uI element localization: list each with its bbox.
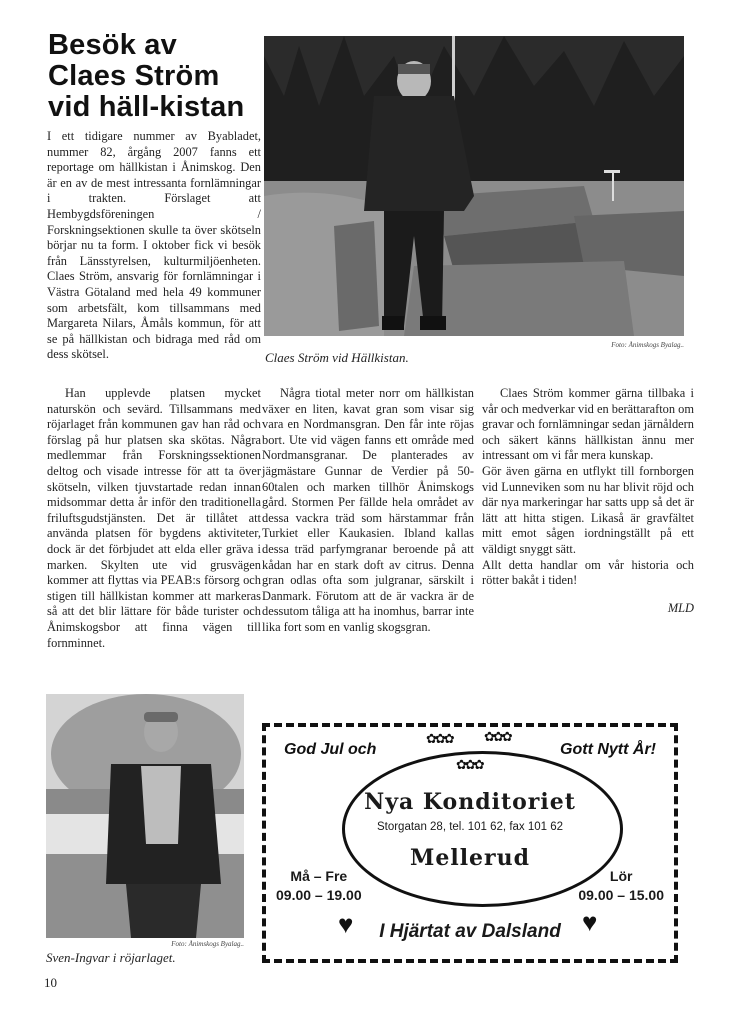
ad-hours-saturday [578, 867, 664, 905]
ad-greeting-left: God Jul och [284, 741, 377, 758]
ad-hours-saturday-label: Lör [609, 868, 633, 884]
photo-credit-main: Foto: Ånimskogs Byalag.. [611, 341, 684, 349]
article-column-1-intro [47, 129, 261, 363]
photo-forest-scene [264, 36, 684, 336]
photo-lakeside-scene [46, 694, 244, 938]
author-signature: MLD [667, 600, 694, 615]
body-paragraph: Allt detta handlar om vår historia och rötter bakåt i tiden! [482, 557, 694, 588]
ad-business-name: Nya Konditoriet [364, 789, 576, 815]
advertisement-nya-konditoriet [262, 723, 678, 963]
ad-hours-weekdays-time: 09.00 – 19.00 [276, 887, 362, 903]
article-column-2 [262, 386, 474, 636]
photo-sven-ingvar [46, 694, 244, 938]
heart-icon: ♥ [582, 907, 598, 937]
photo-caption-main: Claes Ström vid Hällkistan. [265, 350, 409, 365]
heart-icon: ♥ [338, 909, 354, 939]
flower-icon: ✿✿✿ [484, 729, 511, 744]
ad-town: Mellerud [409, 845, 531, 871]
body-paragraph: Några tiotal meter norr om hällkistan växer en liten, kavat gran som visar sig vara en Nordmansgran. Den får inte röjas bort. Ute vid vägen fanns ett område med Nordmansgranar. De planterades av jägmästare Gunnar de Verdier på 50- 60talen och marken tillhör Ånimskogs gård. Stormen Per fällde hela området av dessa vackra träd som härstammar från Turkiet eller Kaukasien. Ibland kallas dessa träd parfymgranar beroende på att kådan har en stark doft av citrus. Denna gran odlas ofta som julgranar, särskilt i Danmark. Förutom att de är vackra är de dessutom tåliga att ha inomhus, barrar inte lika fort som en vanlig skogsgran. [262, 386, 474, 634]
article-column-1 [47, 386, 261, 651]
ad-address: Storgatan 28, tel. 101 62, fax 101 62 [376, 821, 564, 833]
intro-paragraph: I ett tidigare nummer av Byabladet, nummer 82, årgång 2007 fanns ett reportage om hällkistan i Ånimskog. Den är en av de mest intressanta fornlämningar i trakten. Förslaget att Hembygdsföreningen / Forskningsektionen skulle ta över skötseln börjar nu ta form. I oktober fick vi besök från Länsstyrelsen, kulturmiljöenheten. Claes Ström, ansvarig för fornlämningar i Västra Götaland med hela 49 kommuner som arbetsfält, kom tillsammans med Margareta Nilars, Åmåls kommun, för att se på hällkistan och bidraga med råd om dess skötsel. [47, 129, 261, 362]
ad-hours-weekdays-label: Må – Fre [290, 868, 348, 884]
flower-icon: ✿✿✿ [456, 757, 483, 772]
page-number: 10 [44, 975, 57, 990]
ad-hours-weekdays [276, 867, 362, 905]
ad-slogan: I Hjärtat av Dalsland [379, 921, 561, 942]
article-column-3 [482, 386, 694, 616]
photo-claes-strom [264, 36, 684, 336]
flower-icon: ✿✿✿ [426, 731, 453, 746]
body-paragraph: Gör även gärna en utflykt till fornborgen vid Lunneviken som nu har blivit röjd och där nya markeringar har satts upp så det är lätt att hitta stigen. Likaså är gravfältet mitt emot sågen iordningställt på ett väldigt snyggt sätt. [482, 463, 694, 556]
photo-caption-small: Sven-Ingvar i röjarlaget. [46, 950, 176, 965]
body-paragraph: Han upplevde platsen mycket naturskön och sevärd. Tillsammans med röjarlaget från kommunen gav han råd och förslag på hur platsen ska skötas. Några medlemmar från Forskningssektionen deltog och visade intresse för att ta över skötseln, vilken tjuvstartade redan innan midsommar detta år inför den traditionella friluftsgudstjänsten. Det är tillåtet att använda platsen för bygdens aktiviteter, dock är det förbjudet att elda eller gräva i marken. Skylten ute vid grusvägen kommer att flyttas via PEAB:s försorg och stigen till hällkistan kommer att markeras så att det blir lättare för både turister och Ånimskogsbor att finna vägen till fornminnet. [47, 386, 261, 650]
photo-credit-small: Foto: Ånimskogs Byalag.. [171, 940, 244, 948]
article-headline: Besök av Claes Ström vid häll-kistan [48, 29, 245, 123]
body-paragraph: Claes Ström kommer gärna tillbaka i vår och medverkar vid en berättarafton om gravar och fornlämningar sedan järnåldern och säkert känns hällkistan ännu mer intressant om vi får mera kunskap. [482, 386, 694, 463]
ad-greeting-right: Gott Nytt År! [560, 741, 656, 758]
ad-hours-saturday-time: 09.00 – 15.00 [578, 887, 664, 903]
